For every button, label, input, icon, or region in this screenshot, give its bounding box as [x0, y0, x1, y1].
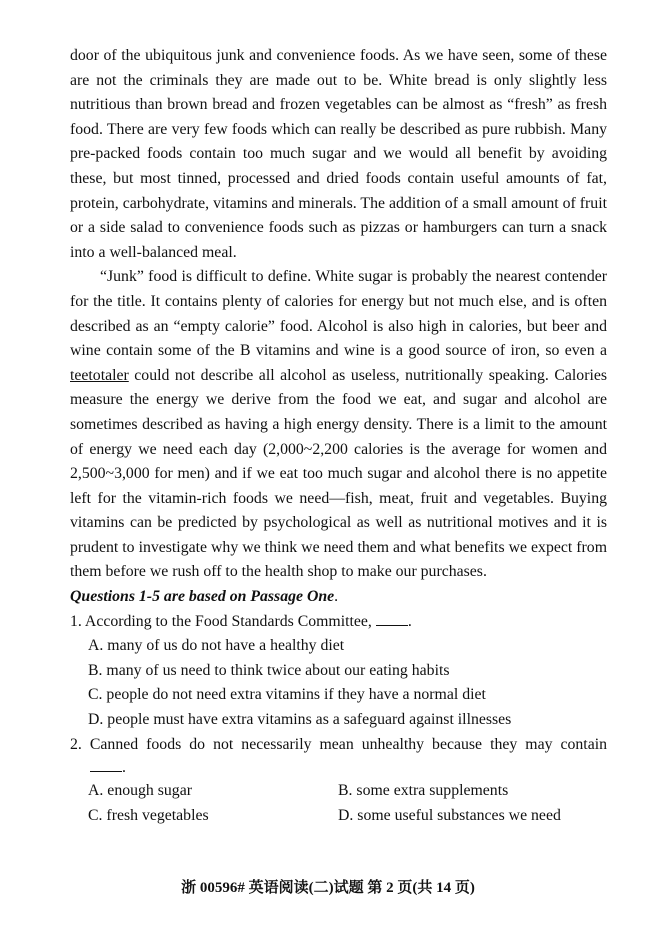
passage-paragraph-2	[70, 265, 607, 585]
underlined-word-teetotaler: teetotaler	[70, 366, 129, 384]
question-1-option-c: C. people do not need extra vitamins if they have a normal diet	[88, 686, 486, 704]
question-2-period: .	[122, 759, 126, 777]
question-2-option-b: B. some extra supplements	[338, 782, 509, 800]
question-1-period: .	[407, 612, 412, 630]
question-2-option-a: A. enough sugar	[88, 782, 192, 800]
questions-heading	[70, 585, 607, 610]
questions-heading-period: .	[334, 588, 339, 606]
question-1-stem	[70, 610, 607, 635]
question-2-option-c: C. fresh vegetables	[88, 806, 209, 824]
question-2-stem: 2. Canned foods do not necessarily mean unhealthy because they may contain	[70, 735, 607, 753]
answer-blank	[376, 611, 408, 626]
passage-paragraph-1: door of the ubiquitous junk and convenience foods. As we have seen, some of these are not the criminals they are made out to be. White bread is only slightly less nutritious than brown bread and frozen vegetables can be almost as “fresh” as fresh food. There are very few foods which can really be described as pure rubbish. Many pre-packed foods contain too much sugar and we would all benefit by avoiding these, but most tinned, processed and dried foods contain useful amounts of fat, protein, carbohydrate, vitamins and minerals. The addition of a small amount of fruit or a side salad to convenience foods such as pizzas or hamburgers can turn a snack into a well-balanced meal.	[70, 47, 607, 261]
answer-blank	[90, 757, 122, 772]
question-1-option-d: D. people must have extra vitamins as a safeguard against illnesses	[88, 711, 512, 729]
question-2-option-d: D. some useful substances we need	[338, 806, 561, 824]
question-2-options-row-1	[88, 779, 607, 804]
page-footer: 浙 00596# 英语阅读(二)试题 第 2 页(共 14 页)	[181, 880, 475, 896]
question-1-option-a: A. many of us do not have a healthy diet	[88, 637, 345, 655]
question-2-options-row-2	[88, 804, 607, 829]
paragraph-2-text-end: could not describe all alcohol as useless, nutritionally speaking. Calories measure the energy we derive from the food we eat, and sugar and alcohol are sometimes described as having a high energy density. There is a limit to the amount of energy we need each day (2,000~2,200 calories is the average for women and 2,500~3,000 for men) and if we eat too much sugar and alcohol there is no appetite left for the vitamin-rich foods we need—fish, meat, fruit and vegetables. Buying vitamins can be predicted by psychological as well as nutritional motives and it is prudent to investigate why we think we need them and what benefits we expect from them before we rush off to the health shop to make our purchases.	[70, 366, 607, 581]
questions-heading-text: Questions 1-5 are based on Passage One	[70, 588, 335, 606]
question-2-blank-line	[70, 757, 607, 779]
paragraph-2-text-start: “Junk” food is difficult to define. White sugar is probably the nearest contender for the title. It contains plenty of calories for energy but not much else, and is often described as an “empty calorie” food. Alcohol is also high in calories, but beer and wine contain some of the B vitamins and wine is a good source of iron, so even a	[70, 268, 607, 360]
question-1-option-b: B. many of us need to think twice about our eating habits	[88, 661, 450, 679]
document-page	[70, 44, 607, 828]
question-1-text: 1. According to the Food Standards Committee,	[70, 612, 372, 630]
